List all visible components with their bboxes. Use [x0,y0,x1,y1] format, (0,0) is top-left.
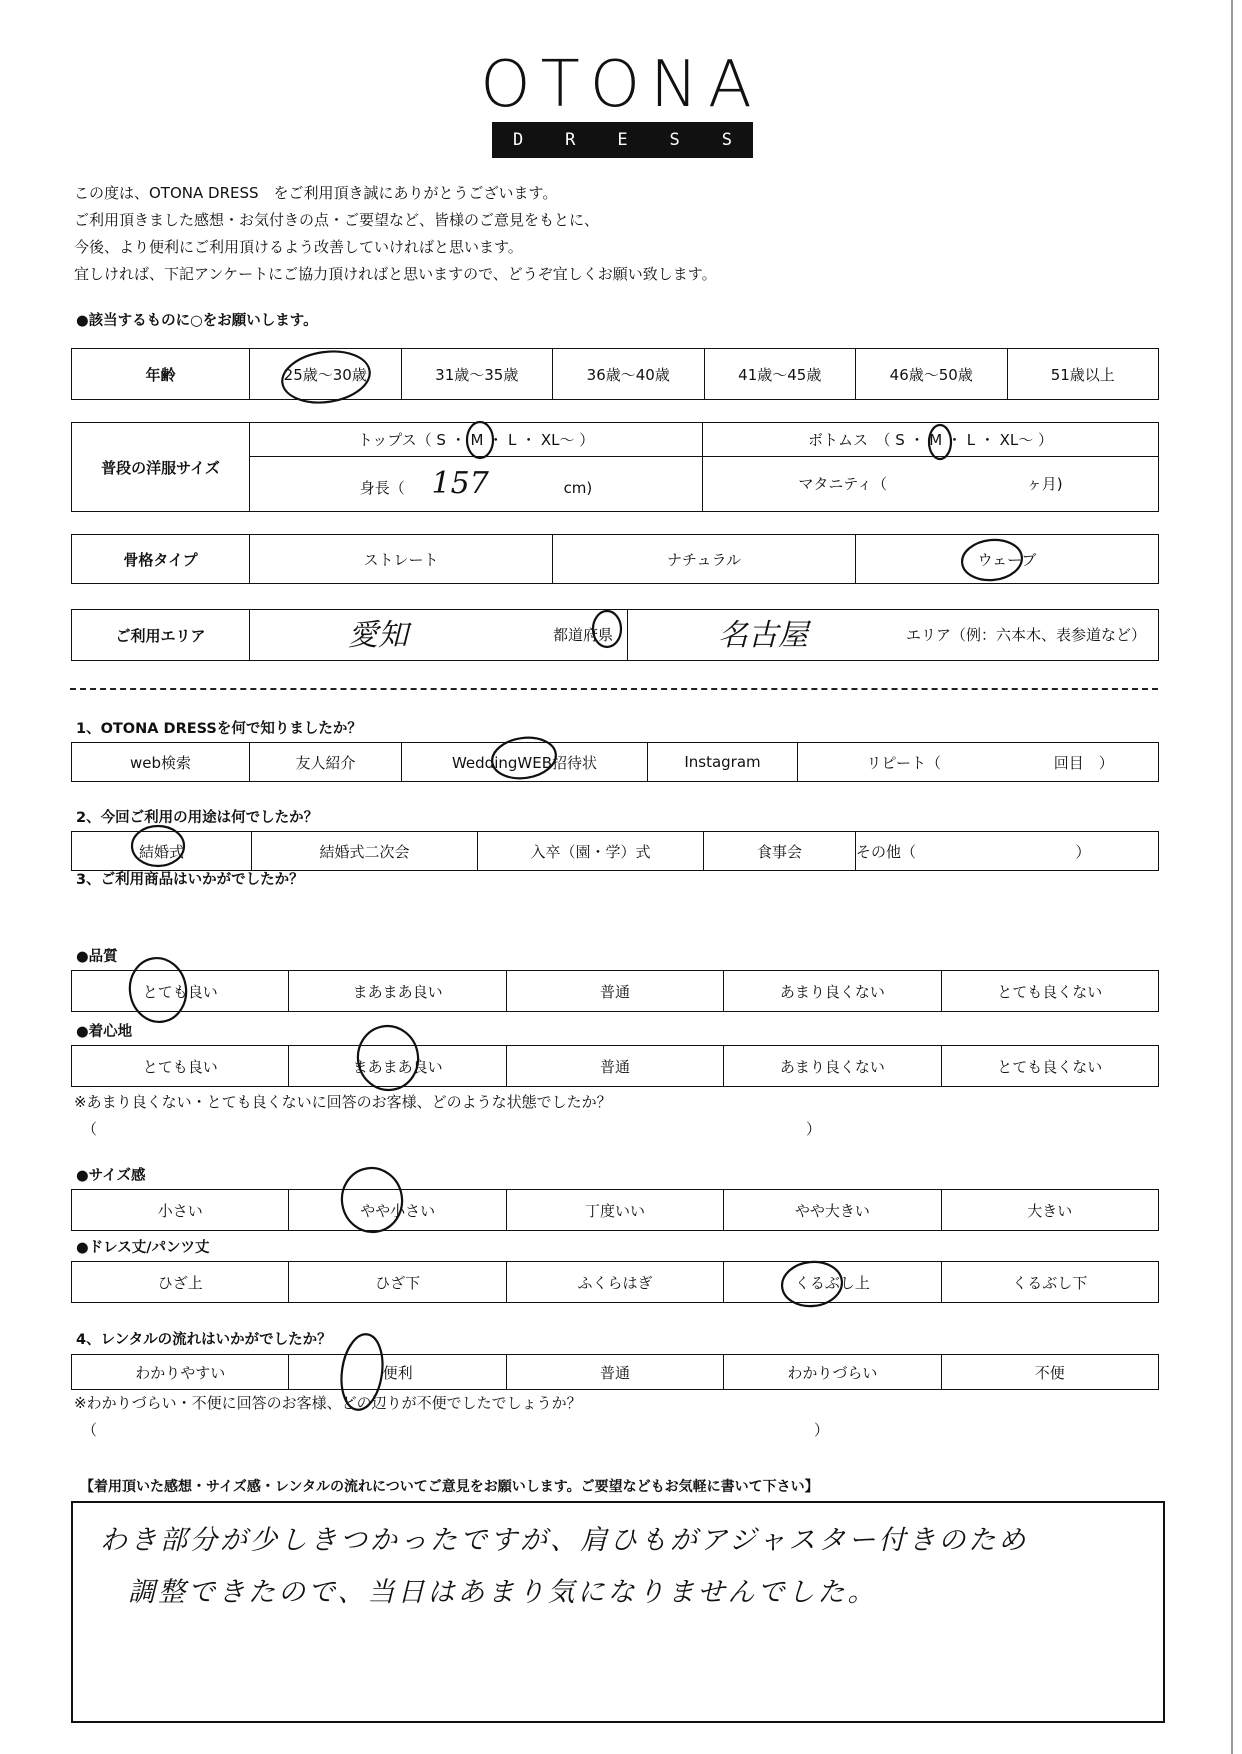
q4-option[interactable]: わかりづらい [724,1355,941,1390]
q4-title: 4、レンタルの流れはいかがでしたか？ [76,1332,332,1348]
frame-option[interactable]: ウェーブ [856,535,1159,584]
q2-option[interactable]: 結婚式 [72,832,252,871]
age-label: 年齢 [72,349,250,400]
size-label: 普段の洋服サイズ [72,423,250,512]
length-option[interactable]: ひざ上 [72,1262,289,1303]
quality-option[interactable]: 普通 [506,971,723,1012]
brand-letter: D [512,130,524,150]
frame-option[interactable]: ナチュラル [553,535,856,584]
comfort-note: ※あまり良くない・とても良くないに回答のお客様、どのような状態でしたか？ [74,1093,612,1111]
brand-letter: R [565,130,576,150]
comfort-option[interactable]: とても良くない [941,1046,1158,1087]
q2-option[interactable]: 食事会 [704,832,856,871]
intro-line: 宜しければ、下記アンケートにご協力頂ければと思いますので、どうぞ宜しくお願い致します。 [74,265,717,283]
q2-option[interactable]: 結婚式二次会 [252,832,478,871]
q1-option[interactable]: Instagram [648,743,798,782]
quality-option[interactable]: とても良い [72,971,289,1012]
scan-edge [1231,0,1233,1754]
q1-option[interactable]: 回目 ） [1010,743,1159,782]
q4-option[interactable]: 不便 [941,1355,1158,1390]
maternity-unit: ヶ月) [1026,475,1063,494]
q4-option[interactable]: 普通 [506,1355,723,1390]
frame-option[interactable]: ストレート [250,535,553,584]
age-option[interactable]: 46歳～50歳 [856,349,1008,400]
comfort-option[interactable]: 普通 [506,1046,723,1087]
q1-option[interactable]: WeddingWEB招待状 [402,743,648,782]
length-option[interactable]: ふくらはぎ [506,1262,723,1303]
quality-option[interactable]: まあまあ良い [289,971,506,1012]
comment-line: 調整できたので、当日はあまり気になりませんでした。 [128,1577,878,1608]
q1-table [71,742,1159,782]
city-label: エリア（例：六本木、表参道など） [905,626,1146,644]
maternity-field[interactable] [703,456,1159,511]
quality-table [71,970,1159,1012]
maternity-label: マタニティ（ [798,475,888,494]
comfort-paren-open: （ [82,1120,98,1138]
comfort-label: ●着心地 [76,1024,133,1040]
comment-line: わき部分が少しきつかったですが、肩ひもがアジャスター付きのため [100,1525,1029,1556]
q1-option[interactable]: web検索 [72,743,250,782]
height-field[interactable] [250,456,703,511]
prefecture-label: 都道府県 [552,626,613,644]
city-field[interactable] [628,610,1159,661]
bottoms-size[interactable]: ボトムス （ S ・ M ・ L ・ XL～ ） [703,423,1159,457]
size-feel-table [71,1189,1159,1231]
age-option[interactable]: 31歳～35歳 [401,349,553,400]
profile-header: ●該当するものに○をお願いします。 [76,313,318,329]
size-feel-option[interactable]: 大きい [941,1190,1158,1231]
length-label: ●ドレス丈/パンツ丈 [76,1240,210,1256]
q4-option[interactable]: 便利 [289,1355,506,1390]
q2-option[interactable]: ） [1076,832,1159,871]
size-feel-option[interactable]: 小さい [72,1190,289,1231]
comfort-paren-close: ） [806,1120,822,1138]
size-feel-option[interactable]: やや大きい [724,1190,941,1231]
q1-option[interactable]: リピート（ [798,743,1010,782]
prefecture-value: 愛知 [348,618,408,653]
q2-title: 2、今回ご利用の用途は何でしたか？ [76,810,319,826]
q3-title: 3、ご利用商品はいかがでしたか？ [76,872,304,888]
height-value: 157 [431,466,489,502]
comfort-option[interactable]: あまり良くない [724,1046,941,1087]
age-option[interactable]: 25歳～30歳 [250,349,402,400]
comfort-table [71,1045,1159,1087]
length-option[interactable]: ひざ下 [289,1262,506,1303]
age-option[interactable]: 51歳以上 [1007,349,1159,400]
area-table [71,609,1159,661]
height-label: 身長（ [359,479,405,498]
q2-option[interactable]: 入卒（園・学）式 [478,832,704,871]
length-option[interactable]: くるぶし下 [941,1262,1158,1303]
age-table [71,348,1159,400]
size-feel-option[interactable]: 丁度いい [506,1190,723,1231]
comment-header: 【着用頂いた感想・サイズ感・レンタルの流れについてご意見をお願いします。ご要望などもお気軽に書いて下さい】 [80,1479,819,1495]
length-option[interactable]: くるぶし上 [724,1262,941,1303]
height-unit: cm) [563,479,593,498]
size-table [71,422,1159,512]
frame-label: 骨格タイプ [72,535,250,584]
comfort-option[interactable]: とても良い [72,1046,289,1087]
q4-paren-close: ） [814,1421,830,1439]
size-feel-option[interactable]: やや小さい [289,1190,506,1231]
q4-option[interactable]: わかりやすい [72,1355,289,1390]
brand-logo: OTONA [480,48,762,122]
intro-line: この度は、OTONA DRESS をご利用頂き誠にありがとうございます。 [74,184,558,202]
q1-title: 1、OTONA DRESSを何で知りましたか？ [76,721,362,737]
length-table [71,1261,1159,1303]
intro-line: ご利用頂きました感想・お気付きの点・ご要望など、皆様のご意見をもとに、 [74,211,600,229]
prefecture-field[interactable] [250,610,628,661]
age-option[interactable]: 36歳～40歳 [553,349,705,400]
quality-option[interactable]: あまり良くない [724,971,941,1012]
quality-option[interactable]: とても良くない [941,971,1158,1012]
frame-table [71,534,1159,584]
age-option[interactable]: 41歳～45歳 [704,349,856,400]
q4-note: ※わかりづらい・不便に回答のお客様、どの辺りが不便でしたでしょうか？ [74,1394,582,1412]
brand-letter: S [669,130,680,150]
q2-option[interactable]: その他（ [856,832,1076,871]
brand-letter: E [617,130,628,150]
comfort-option[interactable]: まあまあ良い [289,1046,506,1087]
q1-option[interactable]: 友人紹介 [250,743,402,782]
brand-letter: S [721,130,732,150]
brand-sub-bar [492,122,753,158]
tops-size[interactable]: トップス（ S ・ M ・ L ・ XL～ ） [250,423,703,457]
intro-text [74,180,717,288]
section-divider [70,688,1158,690]
area-label: ご利用エリア [72,610,250,661]
intro-line: 今後、より便利にご利用頂けるよう改善していければと思います。 [74,238,523,256]
quality-label: ●品質 [76,949,118,965]
size-feel-label: ●サイズ感 [76,1168,146,1184]
city-value: 名古屋 [718,618,808,653]
q2-table [71,831,1159,871]
q4-paren-open: （ [82,1421,98,1439]
q4-table [71,1354,1159,1390]
